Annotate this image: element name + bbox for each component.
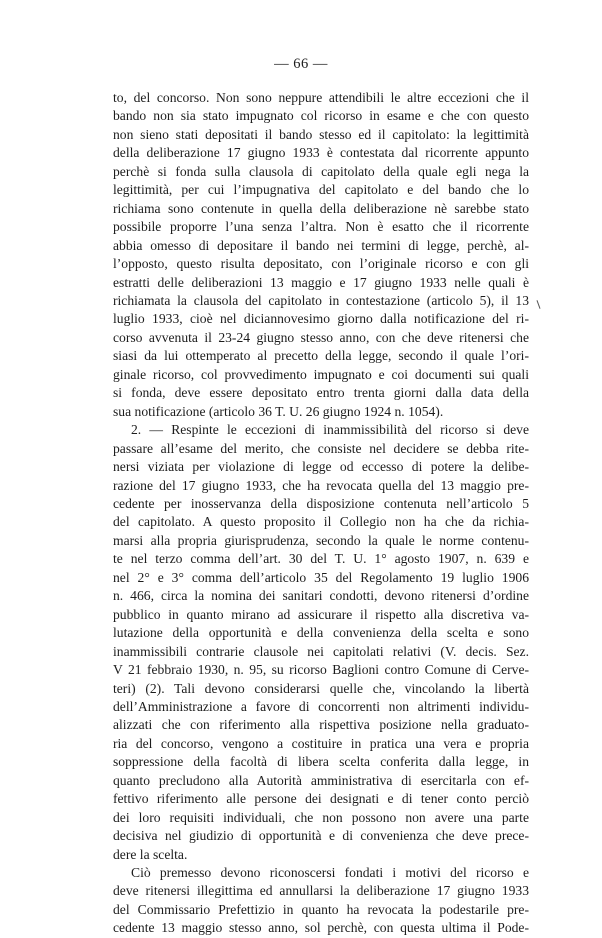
text-line: l’opposto, questo risulta depositato, con l’originale ricorso e con gli [113,256,529,272]
text-line: del capitolato. A questo proposito il Collegio non ha che da richia- [113,514,529,530]
text-line: legittimità, per cui l’impugnativa del capitolato e del bando che lo [113,182,529,198]
text-line: razione del 17 giugno 1933, che ha revocata quella del 13 maggio pre- [113,477,529,493]
text-line: del Commissario Prefettizio in quanto ha revocata la podestarile pre- [113,901,529,917]
text-line: teri) (2). Tali devono considerarsi quelle che, vincolando la libertà [113,680,529,696]
text-line: ria del concorso, vengono a costituire in pratica una vera e propria [113,735,529,751]
text-line: nersi viziata per violazione di legge od eccesso di potere la delibe- [113,459,529,475]
text-line: quanto precludono alla Autorità amministrativa di esercitarla con ef- [113,772,529,788]
text-line: dere la scelta. [113,846,188,862]
text-line: siasi da lui ottemperato al precetto della legge, secondo il quale l’ori- [113,348,529,364]
text-line: 2. — Respinte le eccezioni di inammissibilità del ricorso si deve [131,422,529,438]
text-line: dell’Amministrazione a favore di concorrenti non altrimenti individu- [113,698,529,714]
text-line: to, del concorso. Non sono neppure attendibili le altre eccezioni che il [113,90,529,105]
text-line: sua notificazione (articolo 36 T. U. 26 giugno 1924 n. 1054). [113,403,444,419]
page-number: — 66 — [274,56,328,72]
text-line: deve ritenersi illegittima ed annullarsi la deliberazione 17 giugno 1933 [113,883,529,899]
text-line: te nel terzo comma dell’art. 30 del T. U. 1° agosto 1907, n. 639 e [113,551,529,567]
text-line: decisiva nel giudizio di opportunità e di convenienza che deve prece- [113,828,529,844]
text-line: pubblico in quanto mirano ad assicurare il rispetto alla discretiva va- [113,606,529,622]
text-line: inammissibili contrarie clausole nei capitolati relativi (V. decis. Sez. [113,643,529,659]
margin-mark [536,300,540,309]
text-line: soppressione della facoltà di libera scelta conferita dalla legge, in [113,754,529,770]
text-line: passare all’esame del merito, che consiste nel decidere se debba rite- [113,440,529,456]
text-line: lutazione della opportunità e della convenienza della scelta e sono [113,625,529,641]
text-line: richiama sono contenute in quella della deliberazione nè sarebbe stato [113,200,529,216]
text-line: cedente 13 maggio stesso anno, sol perchè, con questa ultima il Pode- [113,920,529,936]
text-line: marsi alla propria giurisprudenza, secondo la quale le norme contenu- [113,532,529,548]
text-line: dei loro requisiti individuali, che non possono non avere una parte [113,809,529,825]
text-line: luglio 1933, cioè nel diciannovesimo giorno dalla notificazione del ri- [113,311,529,327]
text-line: n. 466, circa la nomina dei sanitari condotti, devono ritenersi d’ordine [113,588,529,604]
text-line: alizzati che con riferimento alla rispettiva posizione nella graduato- [113,717,529,733]
text-line: V 21 febbraio 1930, n. 95, su ricorso Baglioni contro Comune di Cerve- [113,662,529,678]
text-line: perchè si fonda sulla clausola di capitolato della quale egli nega la [113,163,529,179]
text-line: corso avvenuta il 23-24 giugno stesso anno, con che deve ritenersi che [113,329,529,345]
body-text [113,89,529,938]
text-line: possibile proporre l’una senza l’altra. Non è esatto che il ricorrente [113,219,529,235]
text-line: ginale ricorso, col provvedimento impugnato e coi documenti sui quali [113,366,529,382]
text-line: estratti delle deliberazioni 13 maggio e 17 giugno 1933 nelle quali è [113,274,529,290]
text-line: Ciò premesso devono riconoscersi fondati i motivi del ricorso e [131,865,529,881]
text-line: nel 2° e 3° comma dell’articolo 35 del Regolamento 19 luglio 1906 [113,569,529,585]
text-line: della deliberazione 17 giugno 1933 è contestata dal ricorrente appunto [113,145,529,161]
text-line: richiamata la clausola del capitolato in contestazione (articolo 5), il 13 [113,292,529,308]
text-line: si fonda, deve essere depositato entro trenta giorni dalla data della [113,385,529,401]
text-line: abbia omesso di depositare il bando nei termini di legge, perchè, al- [113,237,529,253]
text-line: bando non sia stato impugnato col ricorso in esame e che con questo [113,108,529,124]
text-line: fettivo riferimento alle persone dei designati e di tener conto perciò [113,791,529,807]
text-line: cedente per inosservanza della disposizione contenuta nell’articolo 5 [113,495,529,511]
text-line: non sieno stati depositati il bando stesso ed il capitolato: la legittimità [113,126,529,142]
